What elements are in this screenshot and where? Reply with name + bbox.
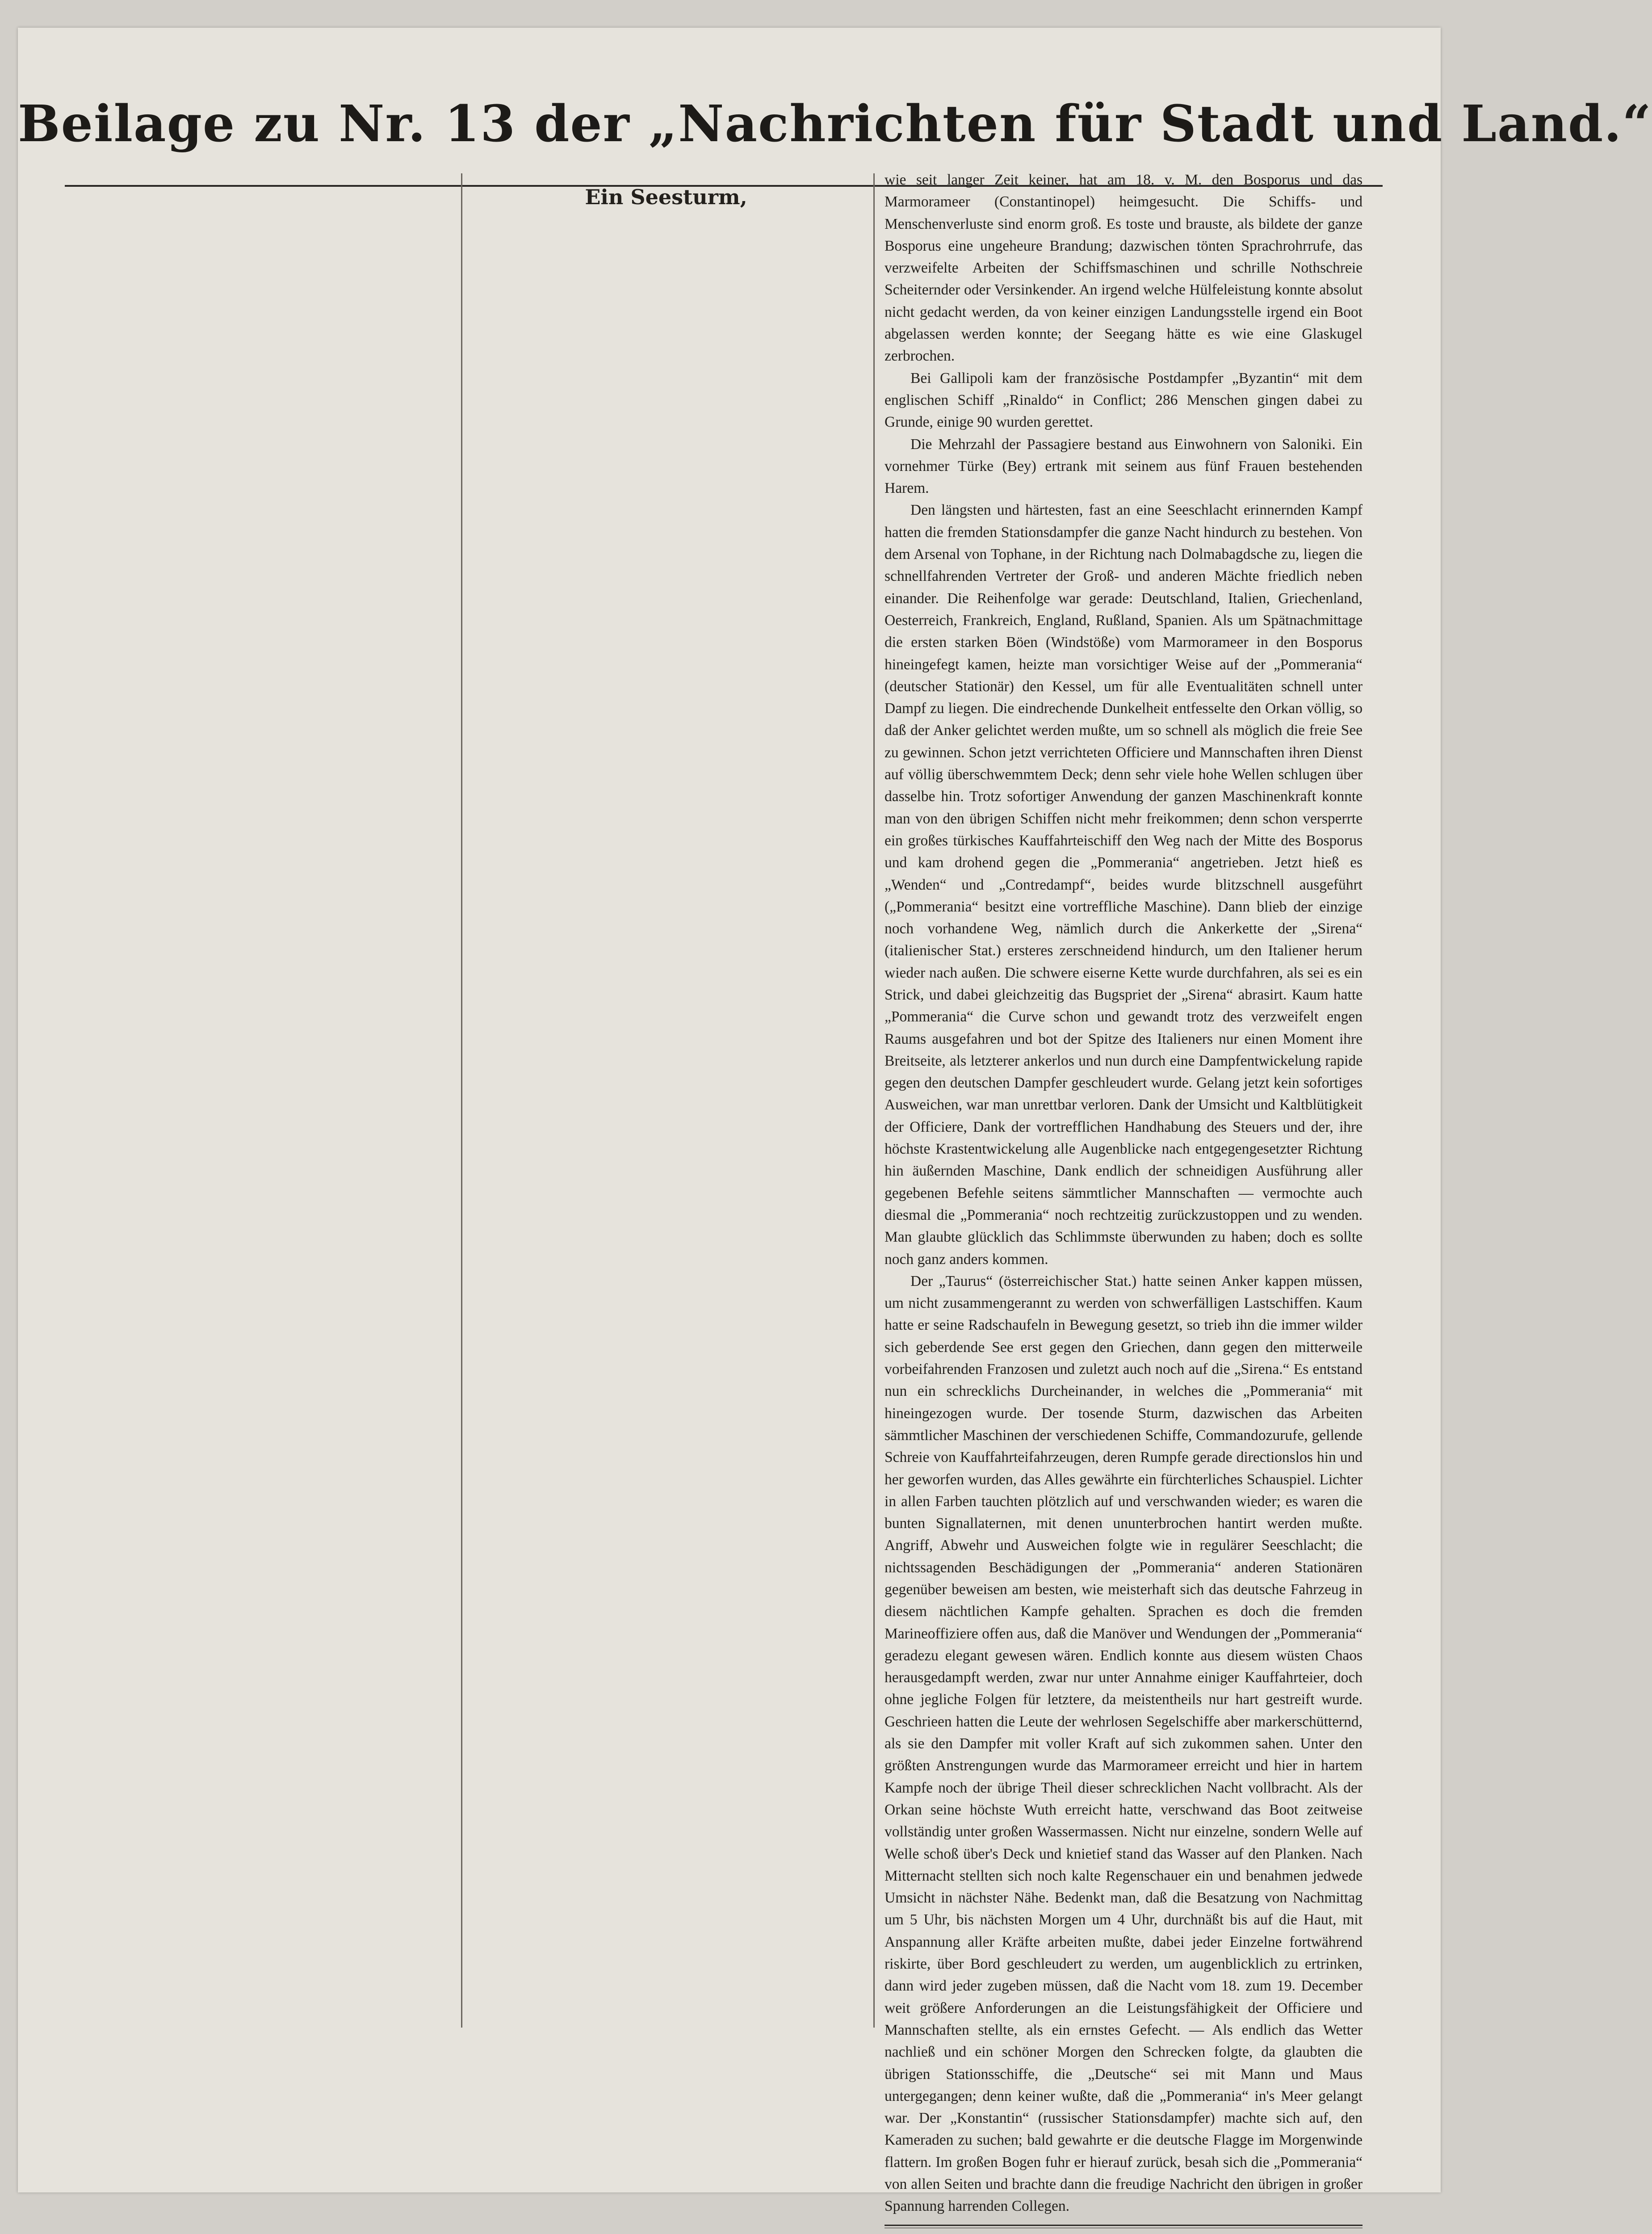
- article-paragraph-continued: wie seit langer Zeit keiner, hat am 18. v. M. den Bosporus und das Marmorameer (Constantinopel) heimgesucht. Die Schiffs- und Menschenverluste sind enorm groß. Es toste und brauste, als bildete der ganze Bosporus eine ungeheure Brandung; dazwischen tönten Sprachrohrrufe, das verzweifelte Arbeiten der Schiffsmaschinen und schrille Nothschreie Scheiternder oder Versinkender. An irgend welche Hülfeleistung konnte absolut nicht gedacht werden, da von keiner einzigen Landungsstelle irgend ein Boot abgelassen werden konnte; der Seegang hätte es wie eine Glaskugel zerbrochen.: [885, 172, 1363, 365]
- article-paragraph: Den längsten und härtesten, fast an eine Seeschlacht erinnernden Kampf hatten die fremden Stationsdampfer die ganze Nacht hindurch zu bestehen. Von dem Arsenal von Tophane, in der Richtung nach Dolmabagdsche zu, liegen die schnellfahrenden Vertreter der Groß- und anderen Mächte friedlich neben einander. Die Reihenfolge war gerade: Deutschland, Italien, Griechenland, Oesterreich, Frankreich, England, Rußland, Spanien. Als um Spätnachmittage die ersten starken Böen (Windstöße) vom Marmorameer in den Bosporus hineingefegt kamen, heizte man vorsichtiger Weise auf der „Pommerania“ (deutscher Stationär) den Kessel, um für alle Eventualitäten schnell unter Dampf zu liegen. Die eindrechende Dunkelheit entfesselte den Orkan völlig, so daß der Anker gelichtet werden mußte, um so schnell als möglich die freie See zu gewinnen. Schon jetzt verrichteten Officiere und Mannschaften ihren Dienst auf völlig überschwemmtem Deck; denn sehr viele hohe Wellen schlugen über dasselbe hin. Trotz sofortiger Anwendung der ganzen Maschinenkraft konnte man von den übrigen Schiffen nicht mehr freikommen; denn schon versperrte ein großes türkisches Kauffahrteischiff den Weg nach der Mitte des Bosporus und kam drohend gegen die „Pommerania“ angetrieben. Jetzt hieß es „Wenden“ und „Contredampf“, beides wurde blitzschnell ausgeführt („Pommerania“ besitzt eine vortreffliche Maschine). Dann blieb der einzige noch vorhandene Weg, nämlich durch die Ankerkette der „Sirena“ (italienischer Stat.) ersteres zerschneidend hindurch, um den Italiener herum wieder nach außen. Die schwere eiserne Kette wurde durchfahren, als sei es ein Strick, und dabei gleichzeitig das Bugspriet der „Sirena“ abrasirt. Kaum hatte „Pommerania“ die Curve schon und gewandt trotz des verzweifelt engen Raums ausgefahren und bot der Spitze des Italieners nur einen Moment ihre Breitseite, als letzterer ankerlos und nun durch eine Dampfentwickelung rapide gegen den deutschen Dampfer geschleudert wurde. Gelang jetzt kein sofortiges Ausweichen, war man unrettbar verloren. Dank der Umsicht und Kaltblütigkeit der Officiere, Dank der vortrefflichen Handhabung des Steuers und der, ihre höchste Krastentwickelung alle Augenblicke nach entgegengesetzter Richtung hin äußernden Maschine, Dank endlich der schneidigen Ausführung aller gegebenen Befehle seitens sämmtlicher Mannschaften — vermochte auch diesmal die „Pommerania“ noch rechtzeitig zurückzustoppen und zu wenden. Man glaubte glücklich das Schlimmste überwunden zu haben; doch es sollte noch ganz anders kommen.: [885, 502, 1363, 1268]
- article-paragraph: Die Mehrzahl der Passagiere bestand aus Einwohnern von Saloniki. Ein vornehmer Türke (Bey) ertrank mit seinem aus fünf Frauen bestehenden Harem.: [885, 436, 1363, 497]
- column-divider: [461, 173, 462, 2028]
- article-separator: [885, 2225, 1363, 2228]
- column-divider: [873, 173, 875, 2028]
- article-paragraph: Bei Gallipoli kam der französische Postdampfer „Byzantin“ mit dem englischen Schiff „Rinaldo“ in Conflict; 286 Menschen gingen dabei zu Grunde, einige 90 wurden gerettet.: [885, 370, 1363, 431]
- column-1: [101, 169, 451, 2077]
- article-paragraph: Der „Taurus“ (österreichischer Stat.) hatte seinen Anker kappen müssen, um nicht zusammengerannt zu werden von schwerfälligen Lastschiffen. Kaum hatte er seine Radschaufeln in Bewegung gesetzt, so trieb ihn die immer wilder sich geberdende See erst gegen den Griechen, dann gegen den mitterweile vorbeifahrenden Franzosen und zuletzt auch noch auf die „Sirena.“ Es entstand nun ein schrecklichs Durcheinander, in welches die „Pommerania“ mit hineingezogen wurde. Der tosende Sturm, dazwischen das Arbeiten sämmtlicher Maschinen der verschiedenen Schiffe, Commandozurufe, gellende Schreie von Kauffahrteifahrzeugen, deren Rumpfe gerade directionslos hin und her geworfen wurden, das Alles gewährte ein fürchterliches Schauspiel. Lichter in allen Farben tauchten plötzlich auf und verschwanden wieder; es waren die bunten Signallaternen, mit denen ununterbrochen hantirt werden mußte. Angriff, Abwehr und Ausweichen folgte wie in regulärer Seeschlacht; die nichtssagenden Beschädigungen der „Pommerania“ anderen Stationären gegenüber beweisen am besten, wie meisterhaft sich das deutsche Fahrzeug in diesem nächtlichen Kampfe gehalten. Sprachen es doch die fremden Marineoffiziere offen aus, daß die Manöver und Wendungen der „Pommerania“ geradezu elegant gewesen wären. Endlich konnte aus diesem wüsten Chaos herausgedampft werden, zwar nur unter Annahme einiger Kauffahrteier, doch ohne jegliche Folgen für letztere, da meistentheils nur hart gestreift wurde. Geschrieen hatten die Leute der wehrlosen Segelschiffe aber markerschütternd, als sie den Dampfer mit voller Kraft auf sich zukommen sahen. Unter den größten Anstrengungen wurde das Marmorameer erreicht und hier in hartem Kampfe noch der übrige Theil dieser schrecklichen Nacht vollbracht. Als der Orkan seine höchste Wuth erreicht hatte, verschwand das Boot zeitweise vollständig unter großen Wassermassen. Nicht nur einzelne, sondern Welle auf Welle schoß über's Deck und knietief stand das Wasser auf den Planken. Nach Mitternacht stellten sich noch kalte Regenschauer ein und benahmen jedwede Umsicht in nächster Nähe. Bedenkt man, daß die Besatzung von Nachmittag um 5 Uhr, bis nächsten Morgen um 4 Uhr, durchnäßt bis auf die Haut, mit Anspannung aller Kräfte arbeiten mußte, dabei jeder Einzelne fortwährend riskirte, über Bord geschleudert zu werden, um augenblicklich zu ertrinken, dann wird jeder zugeben müssen, daß die Nacht vom 18. zum 19. December weit größere Anforderungen an die Leistungsfähigkeit der Officiere und Mannschaften stellte, als ein ernstes Gefecht. — Als endlich das Wetter nachließ und ein schöner Morgen den Schrecken folgte, da glaubten die übrigen Stationsschiffe, die „Deutsche“ sei mit Mann und Maus untergegangen; denn keiner wußte, daß die „Pommerania“ in's Meer gelangt war. Der „Konstantin“ (russischer Stationsdampfer) machte sich auf, den Kameraden zu suchen; bald gewahrte er die deutsche Flagge im Morgenwinde flattern. Im großen Bogen fuhr er hierauf zurück, besah sich die „Pommerania“ von allen Seiten und brachte dann die freudige Nachricht den übrigen in großer Spannung harrenden Collegen.: [885, 1272, 1363, 2215]
- column-2: [471, 169, 861, 2077]
- article-title: Ein Seesturm,: [585, 185, 747, 209]
- masthead: Beilage zu Nr. 13 der „Nachrichten für Stadt und Land.“: [18, 95, 1652, 153]
- column-3: [885, 169, 1363, 2215]
